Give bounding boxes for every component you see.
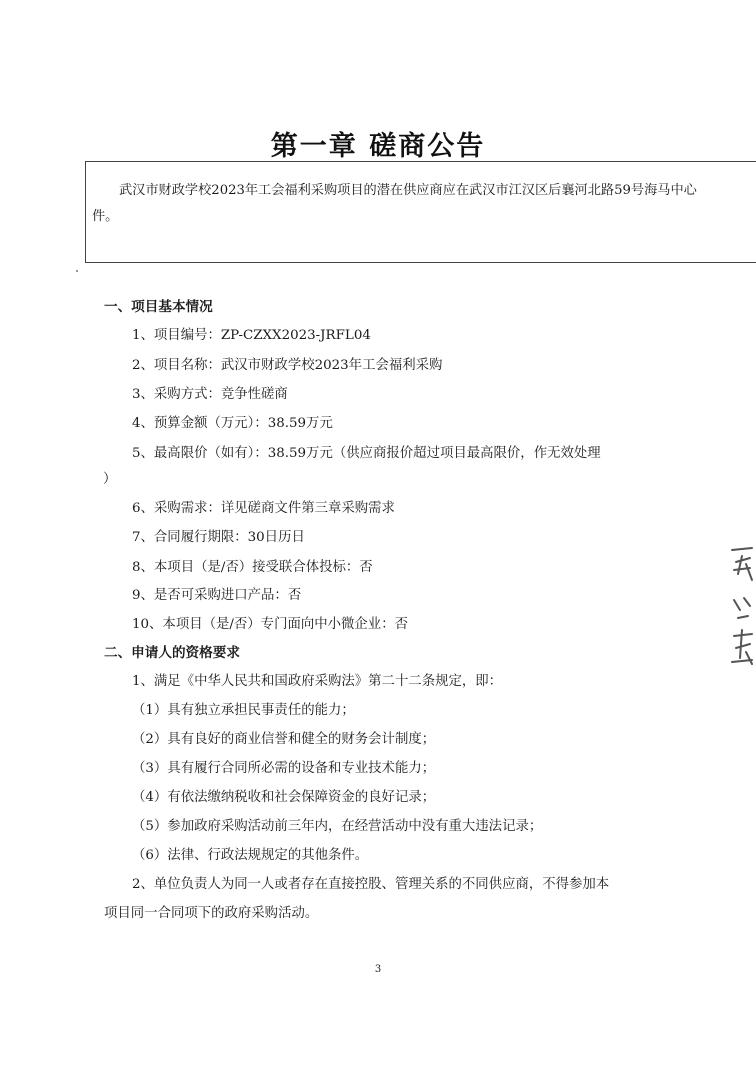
condition-5: （5）参加政府采购活动前三年内，在经营活动中没有重大违法记录； xyxy=(132,819,543,834)
condition-6: （6）法律、行政法规规定的其他条件。 xyxy=(132,848,369,863)
qualification-item-2-line-2: 项目同一合同项下的政府采购活动。 xyxy=(104,906,319,921)
item-project-number: 1、项目编号：ZP-CZXX2023-JRFL04 xyxy=(132,328,371,343)
notice-box xyxy=(85,161,756,263)
item-imports: 9、是否可采购进口产品：否 xyxy=(132,588,302,603)
item-max-price-tail: ） xyxy=(103,472,117,487)
item-requirements: 6、采购需求：详见磋商文件第三章采购需求 xyxy=(132,501,395,516)
item-max-price: 5、最高限价（如有）：38.59万元（供应商报价超过项目最高限价，作无效处理 xyxy=(132,446,601,461)
condition-2: （2）具有良好的商业信誉和健全的财务会计制度； xyxy=(132,732,436,747)
page-number: 3 xyxy=(374,964,382,975)
section-1-heading: 一、项目基本情况 xyxy=(104,299,213,315)
item-budget: 4、预算金额（万元）：38.59万元 xyxy=(132,416,333,431)
notice-text xyxy=(92,178,752,230)
seal-fragment-icon xyxy=(728,540,756,680)
chapter-title: 第一章 磋商公告 xyxy=(270,131,486,162)
item-sme: 10、本项目（是/否）专门面向中小微企业：否 xyxy=(132,617,408,632)
item-contract-period: 7、合同履行期限：30日历日 xyxy=(132,530,305,545)
item-procurement-method: 3、采购方式：竞争性磋商 xyxy=(132,387,288,402)
scan-speck xyxy=(76,270,78,272)
notice-line-1: 武汉市财政学校2023年工会福利采购项目的潜在供应商应在武汉市江汉区后襄河北路59号海马中心 xyxy=(119,183,697,198)
condition-1: （1）具有独立承担民事责任的能力； xyxy=(132,703,355,718)
notice-line-2: 件。 xyxy=(92,209,119,224)
section-2-heading: 二、申请人的资格要求 xyxy=(104,645,240,661)
item-consortium: 8、本项目（是/否）接受联合体投标：否 xyxy=(132,560,373,575)
qualification-intro: 1、满足《中华人民共和国政府采购法》第二十二条规定，即： xyxy=(132,674,503,689)
qualification-item-2-line-1: 2、单位负责人为同一人或者存在直接控股、管理关系的不同供应商，不得参加本 xyxy=(132,877,610,892)
condition-4: （4）有依法缴纳税收和社会保障资金的良好记录； xyxy=(132,790,436,805)
item-project-name: 2、项目名称：武汉市财政学校2023年工会福利采购 xyxy=(132,358,443,373)
condition-3: （3）具有履行合同所必需的设备和专业技术能力； xyxy=(132,761,436,776)
